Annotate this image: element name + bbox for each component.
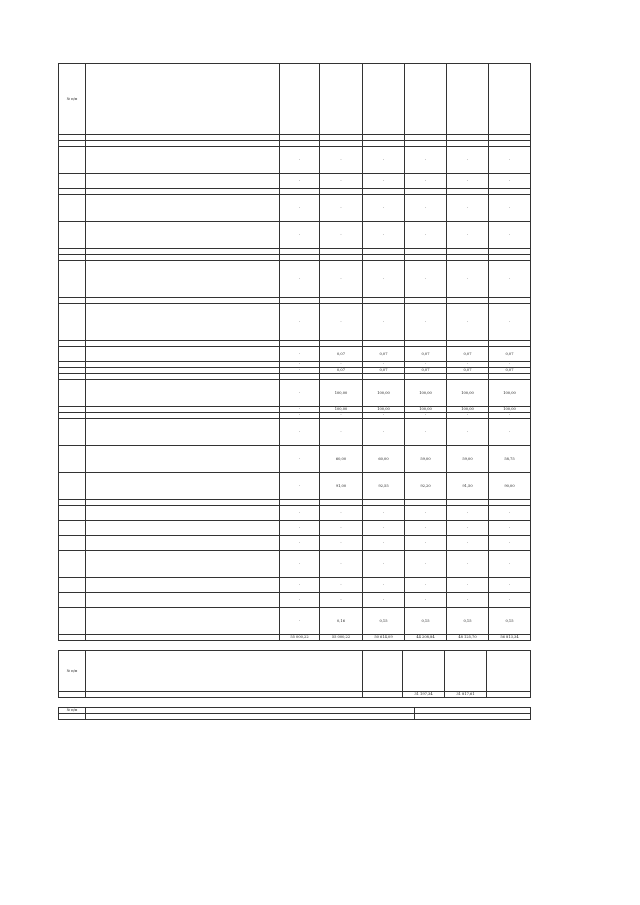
col-year-1-header xyxy=(320,64,363,135)
cell-value: 92,55 xyxy=(363,473,405,500)
cell-value: 0,15 xyxy=(405,608,447,635)
col-unit-header xyxy=(363,651,403,692)
cell-value: 55 000,22 xyxy=(320,635,363,641)
cell-value: 92,20 xyxy=(405,473,447,500)
cell-value: 56 813,34 xyxy=(489,635,531,641)
cell-value: 100,00 xyxy=(320,407,363,413)
cell-value: 0,07 xyxy=(447,368,489,374)
cell-value: 100,00 xyxy=(363,380,405,407)
cell-value: 55 000,22 xyxy=(280,635,320,641)
cell-value: 48 125,70 xyxy=(447,635,489,641)
cell-value: 100,00 xyxy=(320,380,363,407)
cell-value: 0,15 xyxy=(489,608,531,635)
cell-value: 0,07 xyxy=(447,347,489,362)
cell-value: 91,00 xyxy=(320,473,363,500)
col-number-header: № п/п xyxy=(59,64,86,135)
cell-value: 100,00 xyxy=(447,380,489,407)
section-11-title xyxy=(58,698,530,707)
cell-value: 0,07 xyxy=(363,368,405,374)
cell-value: 44 208,84 xyxy=(405,635,447,641)
cell-value: 59,00 xyxy=(405,446,447,473)
col-number-header: № п/п xyxy=(59,651,86,692)
col-number-header: № п/п xyxy=(59,708,86,714)
cell-value: 100,00 xyxy=(405,380,447,407)
cell-value: 0,07 xyxy=(320,368,363,374)
section-11-table xyxy=(58,707,531,720)
cell-value: 100,00 xyxy=(447,407,489,413)
cell-value: 0,16 xyxy=(320,608,363,635)
cell-value: 0,07 xyxy=(405,368,447,374)
cell-value: 0,07 xyxy=(489,347,531,362)
cell-value: 100,00 xyxy=(489,380,531,407)
col-year-4-header xyxy=(447,64,489,135)
cell-value: 100,00 xyxy=(405,407,447,413)
cell-value: 0,15 xyxy=(363,608,405,635)
col-year-3-header xyxy=(405,64,447,135)
col-indicator-header xyxy=(86,651,363,692)
cell-value: 0,07 xyxy=(489,368,531,374)
cell-value: 0,07 xyxy=(363,347,405,362)
cell-value: 60,00 xyxy=(363,446,405,473)
col-base-header xyxy=(280,64,320,135)
cell-value: 59,00 xyxy=(447,446,489,473)
cell-value: 100,00 xyxy=(489,407,531,413)
document-sheet xyxy=(58,54,530,720)
cell-value: 0,15 xyxy=(447,608,489,635)
cell-value: 58,75 xyxy=(489,446,531,473)
col-fact-header xyxy=(445,651,487,692)
cell-value: 31 197,34 xyxy=(403,692,445,698)
col-indicator-header xyxy=(86,64,280,135)
section-10-title xyxy=(58,641,530,650)
cell-value: 0,07 xyxy=(320,347,363,362)
section-9-table: № п/п - - - - - - - - - - - - - - - - - - - - - - - - - - - - - - - - - - - - - 0,07 0,07 0,07 0,07 0,07 - - - - - - - 0,07 0,07 0,07 0,07 0,07 - 100,00 100,00 100,00 100,00 100,00 - 100,00 100,00 100,00 100,00 100,00 - - - - - - - - - - - - - 60,00 60,00 59,00 59,00 58,75 - 91,00 92,55 92,20 91,50 90,00 - - - - - - - - - - - - - - - - - - - - - - - - - - - - - - - - - - - - - 0,16 0,15 0,15 0,15 0,15 55 000,22 55 000,22 50 614,09 44 208,84 48 125,70 56 813,34 xyxy=(58,63,531,641)
cell-value: 100,00 xyxy=(363,407,405,413)
col-year-5-header xyxy=(489,64,531,135)
cell-value: 50 614,09 xyxy=(363,635,405,641)
cell-value: 91,50 xyxy=(447,473,489,500)
section-9-title xyxy=(58,54,530,63)
section-10-table xyxy=(58,650,531,698)
cell-value: 31 817,61 xyxy=(445,692,487,698)
col-plan-header xyxy=(403,651,445,692)
cell-value: 60,00 xyxy=(320,446,363,473)
cell-value: 90,00 xyxy=(489,473,531,500)
cell-value: 0,07 xyxy=(405,347,447,362)
col-year-2-header xyxy=(363,64,405,135)
